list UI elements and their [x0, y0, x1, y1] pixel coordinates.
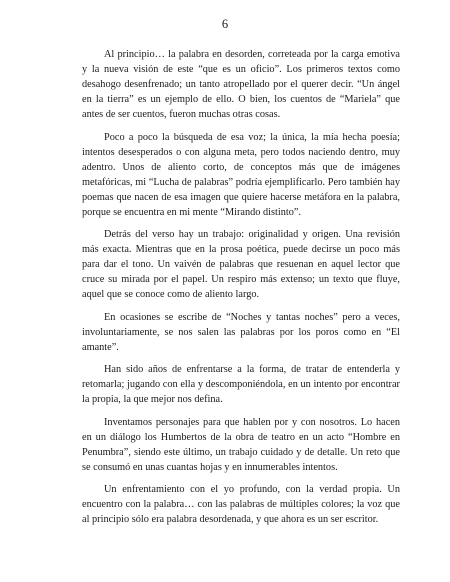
paragraph-1: Al principio… la palabra en desorden, correteada por la carga emotiva y la nueva visión de este “que es un oficio”. Los primeros textos como desahogo desenfrenado; un tanto atropellado por el querer decir. “Un ángel en la tierra” es un ejemplo de ello. O bien, los cuentos de “Mariela” que antes de ser cuentos, fueron muchas otras cosas. — [82, 49, 400, 120]
paragraph-3: Detrás del verso hay un trabajo: originalidad y origen. Una revisión más exacta. Mientras que en la prosa poética, puede decirse un poco más para dar el tono. Un vaivén de palabras que resuenan en aquel lector que cruce su mirada por el papel. Un respiro más extenso; un texto que fluye, aquel que se conoce como de aliento largo. — [82, 229, 400, 300]
paragraph-6: Inventamos personajes para que hablen por y con nosotros. Lo hacen en un diálogo los Humbertos de la obra de teatro en un acto “Hombre en Penumbra”, siendo este último, un trabajo cuidado y de detalle. Un reto que se consumó en unas cuantas hojas y en innumerables intentos. — [82, 416, 400, 473]
paragraph-5: Han sido años de enfrentarse a la forma, de tratar de entenderla y retomarla; jugando con ella y descomponiéndola, en un intento por encontrar la propia, la que mejor nos defina. — [82, 364, 400, 405]
paragraph-2: Poco a poco la búsqueda de esa voz; la única, la mía hecha poesía; intentos desesperados o con alguna meta, pero todos naciendo dentro, muy adentro. Unos de aliento corto, de conceptos más que de imágenes metafóricas, mi “Lucha de palabras” podría ejemplificarlo. Pero también hay poemas que nacen de esa imagen que quiere hacerse metáfora en la palabra, porque se encuentra en mi mente “Mirando distinto”. — [82, 131, 400, 218]
body-text — [82, 47, 400, 535]
page-number: 6 — [221, 17, 229, 31]
paragraph-4: En ocasiones se escribe de “Noches y tantas noches” pero a veces, involuntariamente, se nos salen las palabras por los poros como en “El amante”. — [82, 311, 400, 353]
paragraph-7: Un enfrentamiento con el yo profundo, con la verdad propia. Un encuentro con la palabra… con las palabras de múltiples colores; la voz que al principio sólo era palabra desordenada, y que ahora es un ser escritor. — [82, 484, 400, 525]
